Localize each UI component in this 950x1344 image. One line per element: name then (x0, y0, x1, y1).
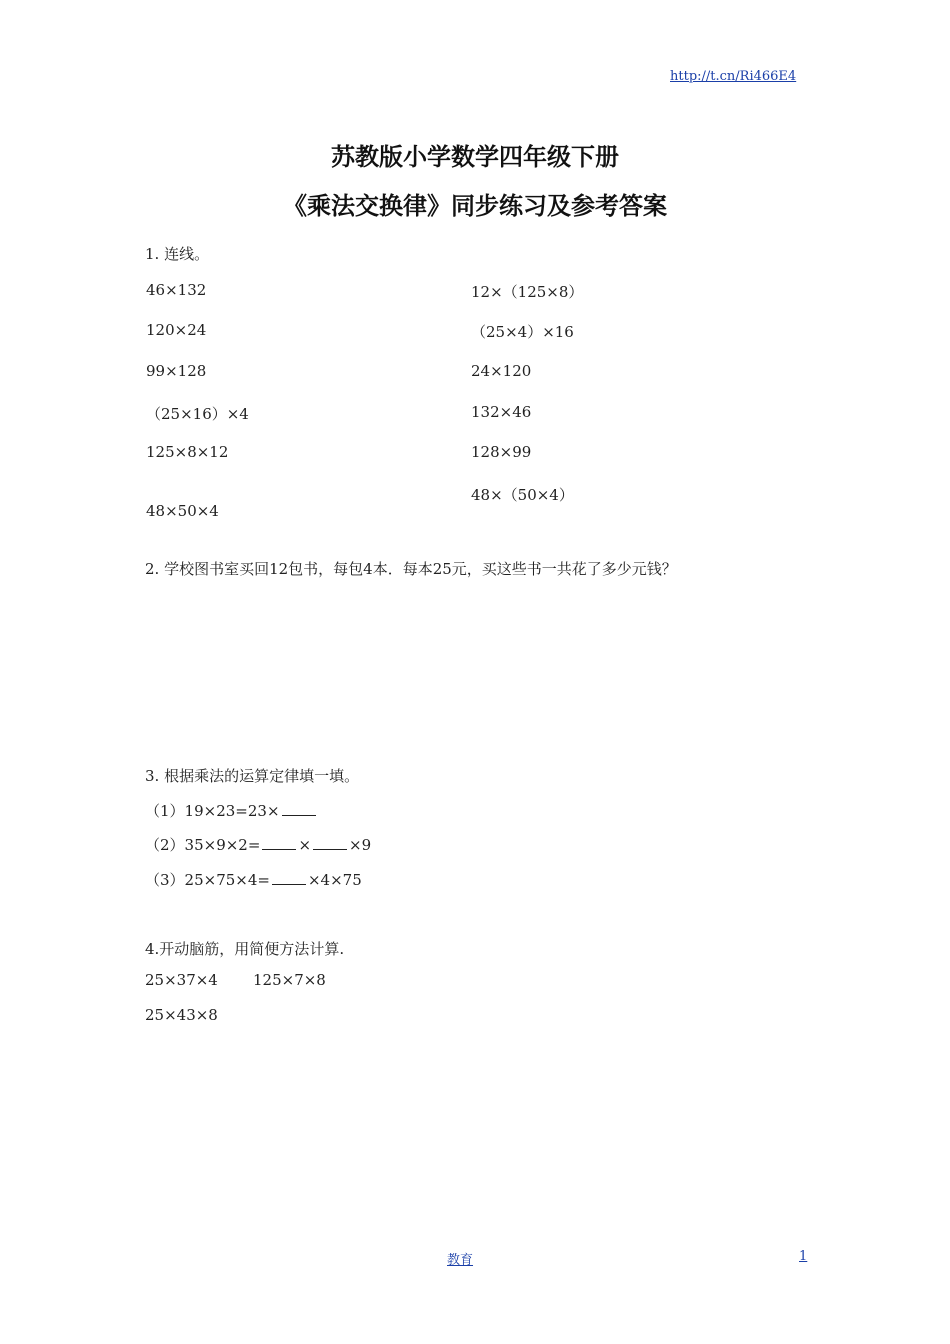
header-link[interactable]: http://t.cn/Ri466E4 (670, 69, 797, 84)
q1-left-item: 46×132 (146, 281, 207, 299)
q4-expression: 25×37×4 (145, 971, 218, 989)
q1-left-item: 48×50×4 (146, 502, 219, 520)
q1-left-item: 120×24 (146, 321, 207, 339)
footer-link[interactable]: 教育 (447, 1253, 474, 1268)
q4-expression: 125×7×8 (253, 971, 326, 989)
q1-right-item: 24×120 (471, 362, 532, 380)
q1-left-item: 125×8×12 (146, 443, 229, 461)
q1-right-item: 128×99 (471, 443, 532, 461)
q3-item-text: （2）35×9×2= (145, 836, 261, 854)
answer-blank[interactable] (282, 801, 316, 816)
answer-blank[interactable] (262, 835, 296, 850)
q1-right-item: （25×4）×16 (471, 323, 574, 341)
page-number[interactable]: 1 (799, 1249, 808, 1264)
q4-prompt: 4.开动脑筋，用简便方法计算. (145, 940, 345, 958)
q3-item-1 (145, 800, 318, 821)
q3-item-text: （1）19×23=23× (145, 802, 280, 820)
q1-left-item: 99×128 (146, 362, 207, 380)
q3-item-text: ×9 (349, 836, 372, 854)
q2-prompt: 2. 学校图书室买回12包书，每包4本．每本25元，买这些书一共花了多少元钱？ (145, 560, 677, 578)
page-subtitle: 《乘法交换律》同步练习及参考答案 (283, 191, 667, 220)
q1-left-item: （25×16）×4 (146, 405, 249, 423)
q1-right-item: 48×（50×4） (471, 486, 574, 504)
q3-item-text: × (298, 836, 312, 854)
page-title: 苏教版小学数学四年级下册 (331, 142, 619, 171)
q1-right-item: 132×46 (471, 403, 532, 421)
answer-blank[interactable] (313, 835, 347, 850)
q3-item-text: （3）25×75×4= (145, 871, 270, 889)
q3-item-2 (145, 834, 371, 855)
q3-item-3 (145, 869, 362, 890)
q1-right-item: 12×（125×8） (471, 283, 584, 301)
q1-prompt: 1. 连线。 (145, 245, 210, 263)
answer-blank[interactable] (272, 870, 306, 885)
q3-item-text: ×4×75 (307, 871, 362, 889)
q3-prompt: 3. 根据乘法的运算定律填一填。 (145, 767, 360, 785)
q4-expression: 25×43×8 (145, 1006, 218, 1024)
